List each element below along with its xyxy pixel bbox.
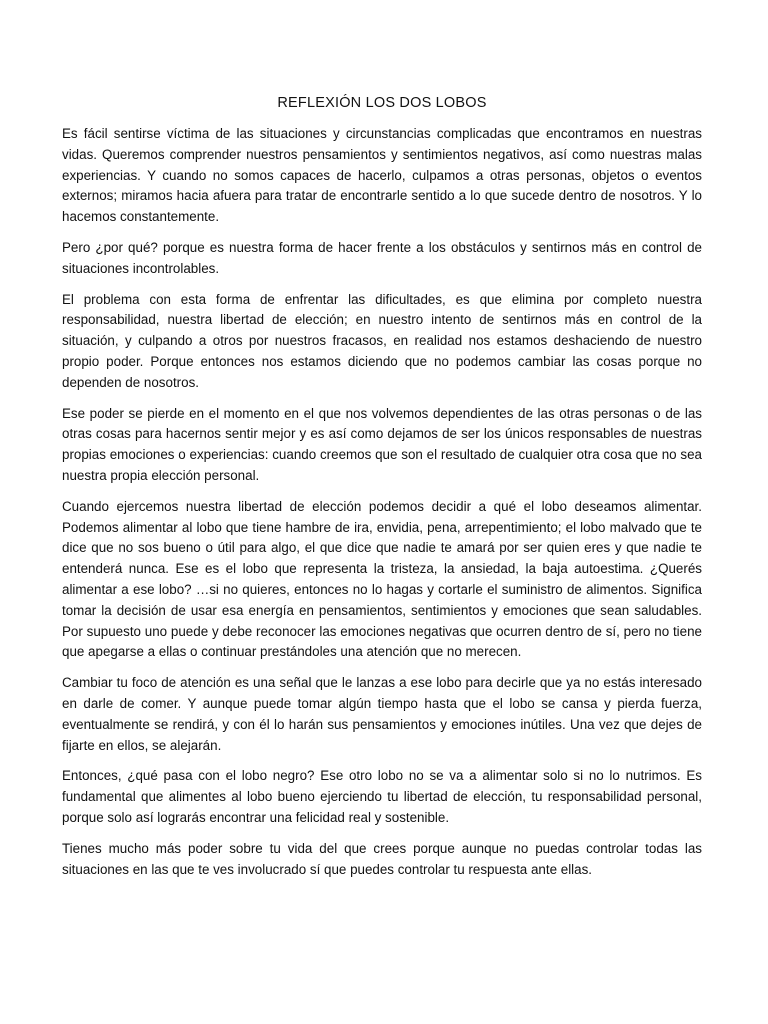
document-title: REFLEXIÓN LOS DOS LOBOS bbox=[277, 95, 487, 111]
paragraph-5: Cuando ejercemos nuestra libertad de elección podemos decidir a qué el lobo deseamos alimentar. Podemos alimentar al lobo que tiene hambre de ira, envidia, pena, arrepentimiento; el lobo malvado que te dice que no sos bueno o útil para algo, el que dice que nadie te amará por ser quien eres y que nadie te entenderá nunca. Ese es el lobo que representa la tristeza, la ansiedad, la baja autoestima. ¿Querés alimentar a ese lobo? …si no quieres, entonces no lo hagas y cortarle el suministro de alimentos. Significa tomar la decisión de usar esa energía en pensamientos, sentimientos y emociones que sean saludables. Por supuesto uno puede y debe reconocer las emociones negativas que ocurren dentro de sí, pero no tiene que apegarse a ellas o continuar prestándoles una atención que no merecen. bbox=[62, 498, 702, 660]
paragraph-1: Es fácil sentirse víctima de las situaciones y circunstancias complicadas que encontramos en nuestras vidas. Queremos comprender nuestros pensamientos y sentimientos negativos, así como nuestras malas experiencias. Y cuando no somos capaces de hacerlo, culpamos a otras personas, objetos o eventos externos; miramos hacia afuera para tratar de encontrarle sentido a lo que sucede dentro de nosotros. Y lo hacemos constantemente. bbox=[62, 126, 702, 225]
paragraph-8: Tienes mucho más poder sobre tu vida del que crees porque aunque no puedas controlar todas las situaciones en las que te ves involucrado sí que puedes controlar tu respuesta ante ellas. bbox=[62, 840, 702, 877]
paragraph-4: Ese poder se pierde en el momento en el que nos volvemos dependientes de las otras personas o de las otras cosas para hacernos sentir mejor y es así como dejamos de ser los únicos responsables de nuestras propias emociones o experiencias: cuando creemos que son el resultado de cualquier otra cosa que no sea nuestra propia elección personal. bbox=[62, 405, 702, 483]
paragraph-7: Entonces, ¿qué pasa con el lobo negro? Ese otro lobo no se va a alimentar solo si no lo nutrimos. Es fundamental que alimentes al lobo bueno ejerciendo tu libertad de elección, tu responsabilidad personal, porque solo así lograrás encontrar una felicidad real y sostenible. bbox=[62, 768, 702, 825]
paragraph-2: Pero ¿por qué? porque es nuestra forma de hacer frente a los obstáculos y sentirnos más en control de situaciones incontrolables. bbox=[62, 239, 702, 276]
document-page bbox=[62, 92, 702, 890]
paragraph-6: Cambiar tu foco de atención es una señal que le lanzas a ese lobo para decirle que ya no estás interesado en darle de comer. Y aunque puede tomar algún tiempo hasta que el lobo se cansa y pierda fuerza, eventualmente se rendirá, y con él lo harán sus pensamientos y emociones inútiles. Una vez que dejes de fijarte en ellos, se alejarán. bbox=[62, 675, 702, 753]
paragraph-3: El problema con esta forma de enfrentar las dificultades, es que elimina por completo nuestra responsabilidad, nuestra libertad de elección; en nuestro intento de sentirnos más en control de la situación, y culpando a otros por nuestros fracasos, en realidad nos estamos deshaciendo de nuestro propio poder. Porque entonces nos estamos diciendo que no podemos cambiar las cosas porque no dependen de nosotros. bbox=[62, 291, 702, 390]
